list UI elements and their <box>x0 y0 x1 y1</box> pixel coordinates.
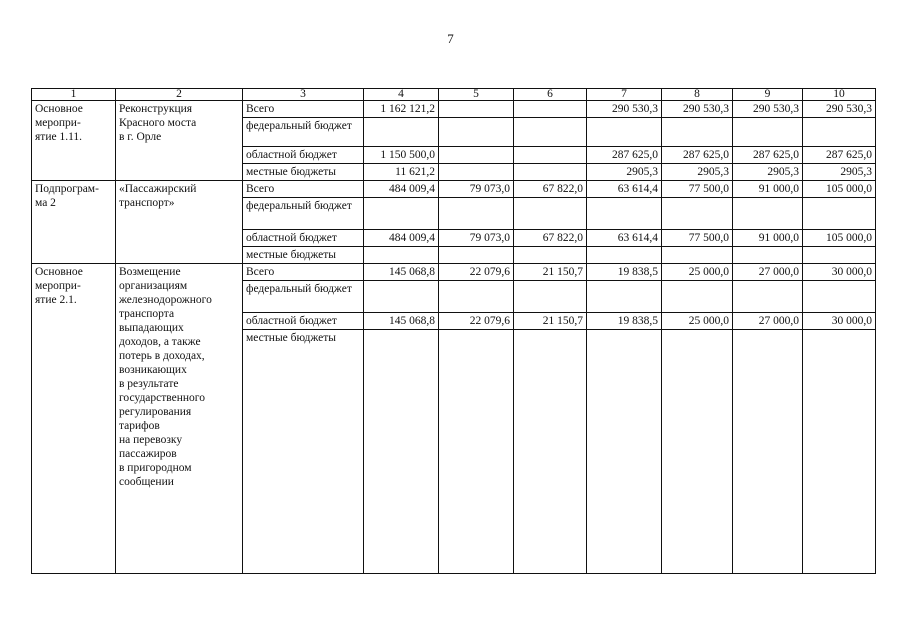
cell-text-line: выпадающих <box>119 322 184 334</box>
cell-text-line: на перевозку <box>119 434 183 446</box>
cell-text-line: меропри- <box>35 280 81 292</box>
table-row <box>32 101 876 118</box>
amount-cell: 21 150,7 <box>514 264 587 281</box>
amount-cell <box>733 198 803 230</box>
amount-cell <box>733 247 803 264</box>
amount-cell <box>662 198 733 230</box>
amount-cell: 287 625,0 <box>587 147 662 164</box>
amount-cell <box>439 164 514 181</box>
amount-cell <box>662 281 733 313</box>
amount-cell: 2905,3 <box>803 164 876 181</box>
amount-cell <box>514 330 587 574</box>
column-number: 8 <box>662 89 733 101</box>
cell-text-line: ятие 2.1. <box>35 294 77 306</box>
cell-text-line: в г. Орле <box>119 131 162 143</box>
amount-cell: 79 073,0 <box>439 230 514 247</box>
cell-text-line: доходов, а также <box>119 336 201 348</box>
amount-cell <box>733 330 803 574</box>
program-code-cell <box>32 101 116 181</box>
amount-cell: 2905,3 <box>587 164 662 181</box>
amount-cell: 67 822,0 <box>514 230 587 247</box>
column-number: 1 <box>32 89 116 101</box>
amount-cell: 27 000,0 <box>733 313 803 330</box>
amount-cell <box>662 330 733 574</box>
amount-cell <box>803 118 876 147</box>
amount-cell: 79 073,0 <box>439 181 514 198</box>
cell-text-line: в результате <box>119 378 179 390</box>
amount-cell <box>587 247 662 264</box>
cell-text-line: «Пассажирский <box>119 183 197 195</box>
amount-cell: 145 068,8 <box>364 264 439 281</box>
amount-cell <box>803 198 876 230</box>
cell-text-line: Красного моста <box>119 117 197 129</box>
funding-source-cell: местные бюджеты <box>243 330 364 574</box>
cell-text-line: транспорт» <box>119 197 175 209</box>
cell-text-line: Реконструкция <box>119 103 193 115</box>
amount-cell: 11 621,2 <box>364 164 439 181</box>
cell-text-line: организациям <box>119 280 188 292</box>
amount-cell: 77 500,0 <box>662 181 733 198</box>
amount-cell: 1 150 500,0 <box>364 147 439 164</box>
amount-cell: 67 822,0 <box>514 181 587 198</box>
amount-cell: 105 000,0 <box>803 230 876 247</box>
cell-text-line: Возмещение <box>119 266 181 278</box>
amount-cell <box>364 247 439 264</box>
budget-table <box>31 88 876 574</box>
cell-text-line: транспорта <box>119 308 175 320</box>
amount-cell: 2905,3 <box>733 164 803 181</box>
amount-cell: 484 009,4 <box>364 181 439 198</box>
amount-cell <box>439 198 514 230</box>
table-body <box>32 89 876 574</box>
funding-source-cell: областной бюджет <box>243 313 364 330</box>
amount-cell <box>514 198 587 230</box>
amount-cell <box>803 330 876 574</box>
program-name-cell <box>116 181 243 264</box>
cell-text-line: меропри- <box>35 117 81 129</box>
funding-source-cell: Всего <box>243 101 364 118</box>
amount-cell: 25 000,0 <box>662 313 733 330</box>
amount-cell <box>514 147 587 164</box>
column-number: 4 <box>364 89 439 101</box>
amount-cell <box>733 118 803 147</box>
amount-cell <box>514 118 587 147</box>
funding-source-cell: федеральный бюджет <box>243 118 364 147</box>
amount-cell <box>587 330 662 574</box>
cell-text-line: железнодорожного <box>119 294 212 306</box>
program-name-cell <box>116 101 243 181</box>
amount-cell <box>439 101 514 118</box>
amount-cell <box>439 330 514 574</box>
program-code-cell <box>32 264 116 574</box>
column-number: 3 <box>243 89 364 101</box>
column-number: 2 <box>116 89 243 101</box>
amount-cell: 19 838,5 <box>587 264 662 281</box>
program-name-cell <box>116 264 243 574</box>
amount-cell: 25 000,0 <box>662 264 733 281</box>
cell-text-line: государственного <box>119 392 205 404</box>
amount-cell: 22 079,6 <box>439 313 514 330</box>
cell-text-line: регулирования <box>119 406 192 418</box>
amount-cell: 287 625,0 <box>662 147 733 164</box>
cell-text-line: Основное <box>35 266 83 278</box>
amount-cell <box>803 247 876 264</box>
amount-cell: 63 614,4 <box>587 181 662 198</box>
amount-cell <box>514 101 587 118</box>
cell-text-line: ятие 1.11. <box>35 131 83 143</box>
amount-cell: 287 625,0 <box>803 147 876 164</box>
amount-cell: 290 530,3 <box>587 101 662 118</box>
amount-cell <box>662 118 733 147</box>
amount-cell <box>733 281 803 313</box>
amount-cell <box>587 281 662 313</box>
cell-text-line: потерь в доходах, <box>119 350 205 362</box>
cell-text-line: Основное <box>35 103 83 115</box>
amount-cell: 27 000,0 <box>733 264 803 281</box>
amount-cell: 30 000,0 <box>803 313 876 330</box>
amount-cell <box>587 198 662 230</box>
amount-cell: 1 162 121,2 <box>364 101 439 118</box>
funding-source-cell: федеральный бюджет <box>243 198 364 230</box>
cell-text-line: возникающих <box>119 364 187 376</box>
program-code-cell <box>32 181 116 264</box>
amount-cell: 91 000,0 <box>733 230 803 247</box>
amount-cell <box>439 247 514 264</box>
amount-cell <box>364 198 439 230</box>
amount-cell <box>803 281 876 313</box>
cell-text-line: в пригородном <box>119 462 192 474</box>
funding-source-cell: Всего <box>243 181 364 198</box>
amount-cell <box>439 281 514 313</box>
amount-cell: 21 150,7 <box>514 313 587 330</box>
funding-source-cell: Всего <box>243 264 364 281</box>
amount-cell <box>364 281 439 313</box>
amount-cell <box>364 118 439 147</box>
column-number: 5 <box>439 89 514 101</box>
page-number: 7 <box>447 31 454 46</box>
funding-source-cell: местные бюджеты <box>243 164 364 181</box>
amount-cell: 105 000,0 <box>803 181 876 198</box>
amount-cell: 145 068,8 <box>364 313 439 330</box>
amount-cell: 63 614,4 <box>587 230 662 247</box>
cell-text-line: ма 2 <box>35 197 56 209</box>
amount-cell <box>439 147 514 164</box>
amount-cell: 30 000,0 <box>803 264 876 281</box>
amount-cell: 19 838,5 <box>587 313 662 330</box>
amount-cell <box>662 247 733 264</box>
amount-cell: 22 079,6 <box>439 264 514 281</box>
amount-cell: 290 530,3 <box>733 101 803 118</box>
amount-cell <box>364 330 439 574</box>
amount-cell: 287 625,0 <box>733 147 803 164</box>
cell-text-line: пассажиров <box>119 448 177 460</box>
amount-cell: 484 009,4 <box>364 230 439 247</box>
amount-cell <box>439 118 514 147</box>
cell-text-line: тарифов <box>119 420 160 432</box>
funding-source-cell: местные бюджеты <box>243 247 364 264</box>
amount-cell <box>514 281 587 313</box>
cell-text-line: Подпрограм- <box>35 183 99 195</box>
amount-cell: 77 500,0 <box>662 230 733 247</box>
amount-cell <box>514 247 587 264</box>
column-number: 7 <box>587 89 662 101</box>
amount-cell <box>587 118 662 147</box>
amount-cell: 290 530,3 <box>803 101 876 118</box>
column-number: 10 <box>803 89 876 101</box>
amount-cell <box>514 164 587 181</box>
table-row <box>32 264 876 281</box>
column-number-row <box>32 89 876 101</box>
table-row <box>32 181 876 198</box>
funding-source-cell: областной бюджет <box>243 147 364 164</box>
cell-text-line: сообщении <box>119 476 174 488</box>
funding-source-cell: федеральный бюджет <box>243 281 364 313</box>
column-number: 9 <box>733 89 803 101</box>
column-number: 6 <box>514 89 587 101</box>
amount-cell: 2905,3 <box>662 164 733 181</box>
funding-source-cell: областной бюджет <box>243 230 364 247</box>
amount-cell: 290 530,3 <box>662 101 733 118</box>
amount-cell: 91 000,0 <box>733 181 803 198</box>
